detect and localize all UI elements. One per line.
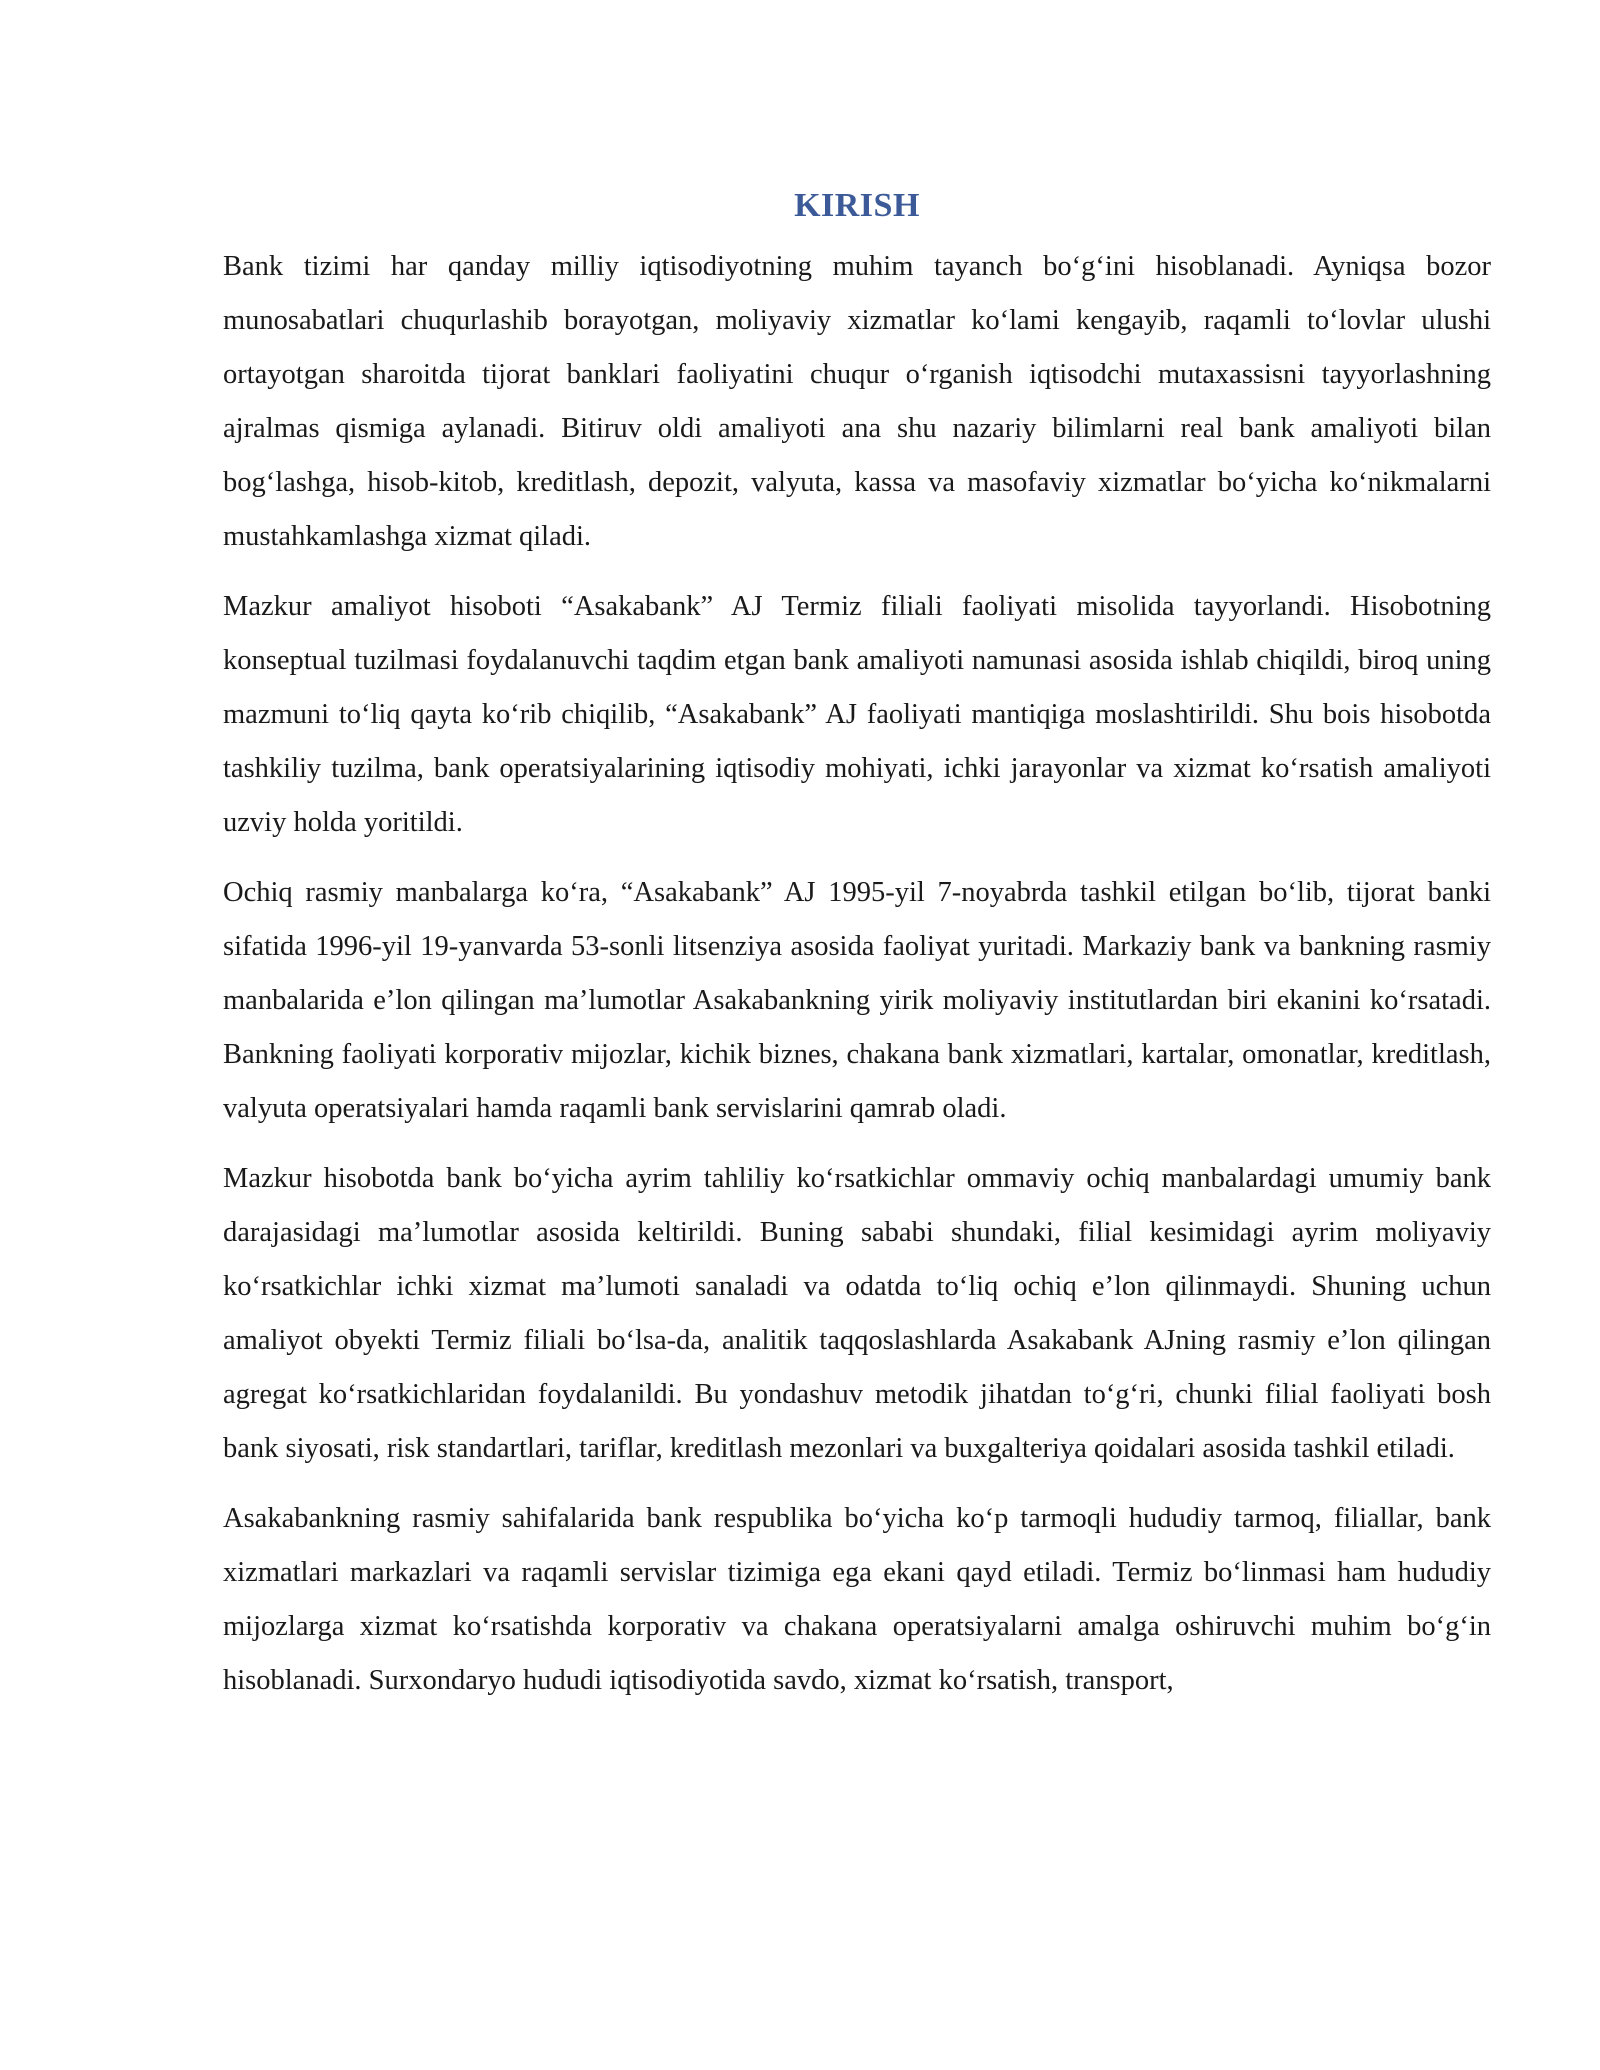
section-title: KIRISH — [794, 187, 920, 224]
paragraph: Mazkur hisobotda bank bo‘yicha ayrim tahliliy ko‘rsatkichlar ommaviy ochiq manbalardagi umumiy bank darajasidagi ma’lumotlar asosida keltirildi. Buning sababi shundaki, filial kesimidagi ayrim moliyaviy ko‘rsatkichlar ichki xizmat ma’lumoti sanaladi va odatda to‘liq ochiq e’lon qilinmaydi. Shuning uchun amaliyot obyekti Termiz filiali bo‘lsa-da, analitik taqqoslashlarda Asakabank AJning rasmiy e’lon qilingan agregat ko‘rsatkichlaridan foydalanildi. Bu yondashuv metodik jihatdan to‘g‘ri, chunki filial faoliyati bosh bank siyosati, risk standartlari, tariflar, kreditlash mezonlari va buxgalteriya qoidalari asosida tashkil etiladi. — [223, 1163, 1491, 1464]
paragraph: Bank tizimi har qanday milliy iqtisodiyotning muhim tayanch bo‘g‘ini hisoblanadi. Ayniqsa bozor munosabatlari chuqurlashib borayotgan, moliyaviy xizmatlar ko‘lami kengayib, raqamli to‘lovlar ulushi ortayotgan sharoitda tijorat banklari faoliyatini chuqur o‘rganish iqtisodchi mutaxassisni tayyorlashning ajralmas qismiga aylanadi. Bitiruv oldi amaliyoti ana shu nazariy bilimlarni real bank amaliyoti bilan bog‘lashga, hisob-kitob, kreditlash, depozit, valyuta, kassa va masofaviy xizmatlar bo‘yicha ko‘nikmalarni mustahkamlashga xizmat qiladi. — [223, 251, 1491, 552]
paragraph: Mazkur amaliyot hisoboti “Asakabank” AJ Termiz filiali faoliyati misolida tayyorlandi. Hisobotning konseptual tuzilmasi foydalanuvchi taqdim etgan bank amaliyoti namunasi asosida ishlab chiqildi, biroq uning mazmuni to‘liq qayta ko‘rib chiqilib, “Asakabank” AJ faoliyati mantiqiga moslashtirildi. Shu bois hisobotda tashkiliy tuzilma, bank operatsiyalarining iqtisodiy mohiyati, ichki jarayonlar va xizmat ko‘rsatish amaliyoti uzviy holda yoritildi. — [223, 591, 1491, 838]
paragraph: Asakabankning rasmiy sahifalarida bank respublika bo‘yicha ko‘p tarmoqli hududiy tarmoq, filiallar, bank xizmatlari markazlari va raqamli servislar tizimiga ega ekani qayd etiladi. Termiz bo‘linmasi ham hududiy mijozlarga xizmat ko‘rsatishda korporativ va chakana operatsiyalarni amalga oshiruvchi muhim bo‘g‘in hisoblanadi. Surxondaryo hududi iqtisodiyotida savdo, xizmat ko‘rsatish, transport, — [223, 1503, 1491, 1696]
document-body — [223, 180, 1491, 1724]
paragraph: Ochiq rasmiy manbalarga ko‘ra, “Asakabank” AJ 1995-yil 7-noyabrda tashkil etilgan bo‘lib, tijorat banki sifatida 1996-yil 19-yanvarda 53-sonli litsenziya asosida faoliyat yuritadi. Markaziy bank va bankning rasmiy manbalarida e’lon qilingan ma’lumotlar Asakabankning yirik moliyaviy institutlardan biri ekanini ko‘rsatadi. Bankning faoliyati korporativ mijozlar, kichik biznes, chakana bank xizmatlari, kartalar, omonatlar, kreditlash, valyuta operatsiyalari hamda raqamli bank servislarini qamrab oladi. — [223, 877, 1491, 1124]
